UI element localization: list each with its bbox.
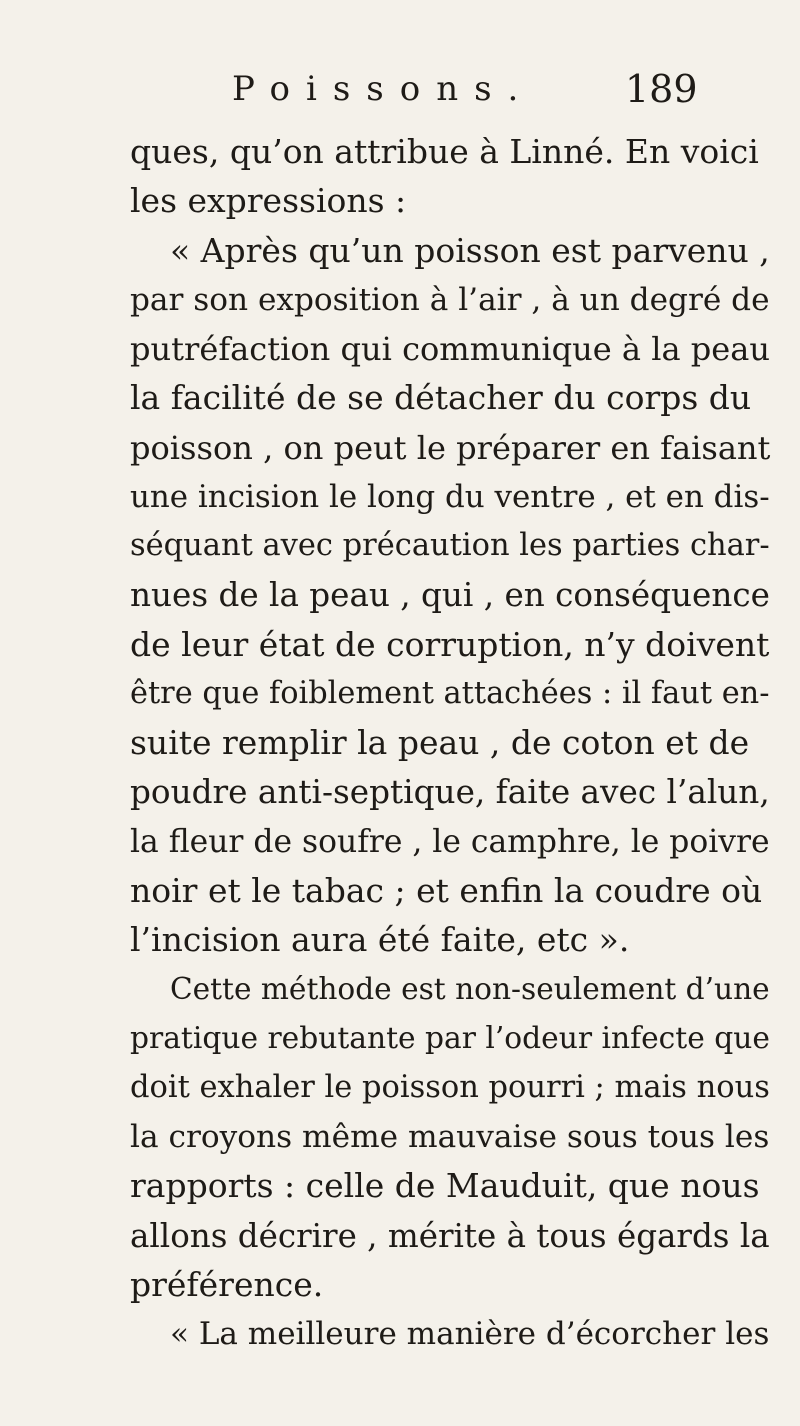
text-line: « La meilleure manière d’écorcher les: [170, 1316, 770, 1352]
text-line: doit exhaler le poisson pourri ; mais nous: [130, 1070, 770, 1105]
page-number: 189: [625, 67, 698, 111]
text-line: la fleur de soufre , le camphre, le poivre: [130, 824, 770, 860]
text-line: rapports : celle de Mauduit, que nous: [130, 1166, 760, 1205]
text-line: ques, qu’on attribue à Linné. En voici: [130, 132, 759, 171]
running-title: Poissons.: [232, 69, 535, 109]
text-line: la croyons même mauvaise sous tous les: [130, 1119, 770, 1155]
text-line: de leur état de corruption, n’y doivent: [130, 625, 770, 664]
text-line: noir et le tabac ; et enfin la coudre où: [130, 871, 763, 910]
text-line: putréfaction qui communique à la peau: [130, 330, 770, 368]
text-line: allons décrire , mérite à tous égards la: [130, 1217, 770, 1255]
text-line: « Après qu’un poisson est parvenu ,: [170, 231, 770, 270]
text-line: une incision le long du ventre , et en dis-: [130, 479, 770, 515]
text-line: la facilité de se détacher du corps du: [130, 378, 752, 417]
text-line: suite remplir la peau , de coton et de: [130, 723, 750, 762]
text-line: l’incision aura été faite, etc ».: [130, 920, 630, 959]
text-line: poudre anti-septique, faite avec l’alun,: [130, 773, 770, 811]
text-line: pratique rebutante par l’odeur infecte que: [130, 1021, 770, 1056]
text-line: préférence.: [130, 1265, 324, 1304]
text-line: par son exposition à l’air , à un degré de: [130, 282, 770, 318]
text-line: nues de la peau , qui , en conséquence: [130, 576, 770, 614]
text-line: être que foiblement attachées : il faut en-: [130, 676, 770, 711]
text-line: poisson , on peut le préparer en faisant: [130, 429, 771, 467]
text-line: Cette méthode est non-seulement d’une: [170, 972, 770, 1006]
running-head: [0, 64, 800, 114]
text-line: séquant avec précaution les parties char-: [130, 528, 770, 563]
text-line: les expressions :: [130, 181, 407, 220]
